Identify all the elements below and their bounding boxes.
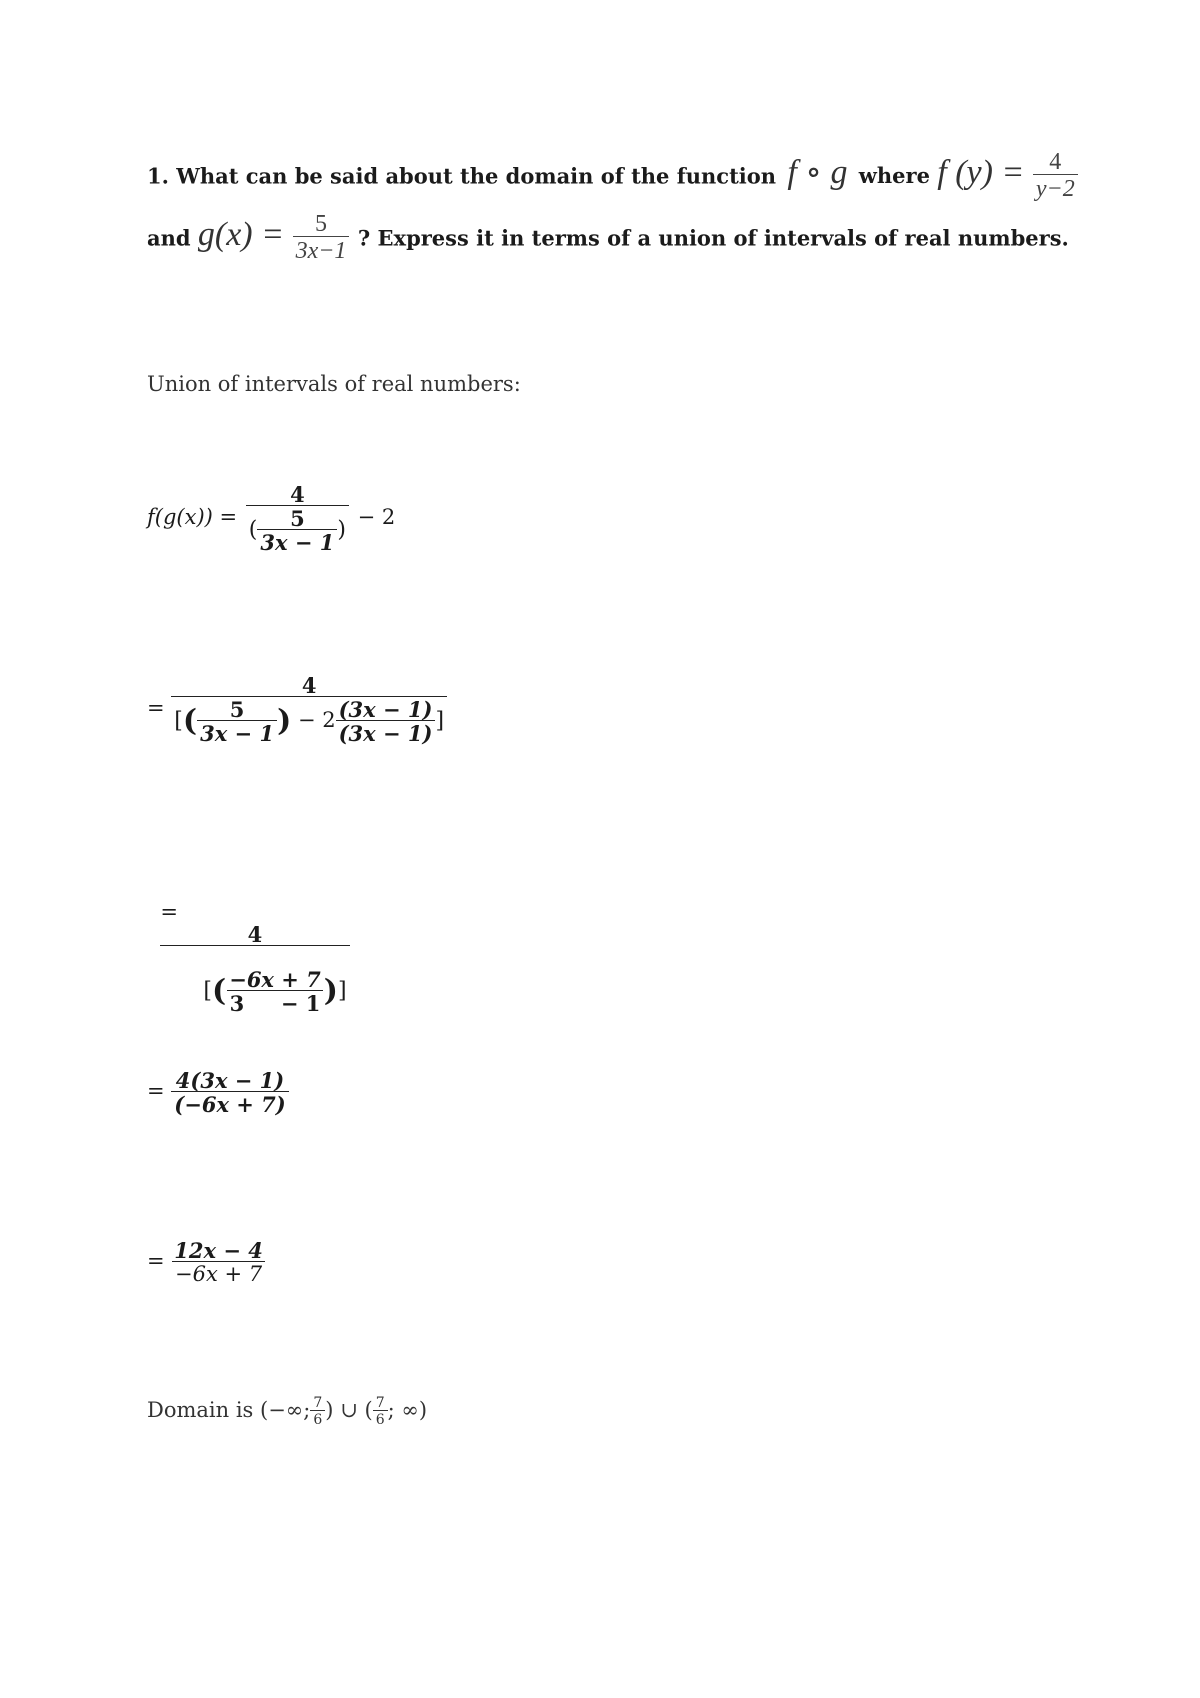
domain-num-1: 7 (313, 1395, 323, 1411)
step3-inner-numerator: −6x + 7 (229, 967, 321, 992)
step-4 (147, 1070, 289, 1115)
step1-tail: − 2 (357, 505, 396, 529)
step3-denominator: [( $\frac{-6x + 7}{3 - 1}$ )] (160, 945, 349, 1035)
step2-numerator: 4 (301, 673, 317, 698)
step-5 (147, 1240, 266, 1285)
step2-a-denominator: 3x − 1 (197, 720, 277, 744)
step1-numerator: 4 (290, 482, 305, 507)
step5-numerator: 12x − 4 (174, 1238, 263, 1263)
g-denominator: 3x−1 (293, 236, 350, 263)
step4-equals: = (147, 1079, 165, 1103)
step2-equals: = (147, 696, 165, 720)
g-fraction (293, 212, 350, 263)
g-definition (197, 211, 358, 264)
step2-a-numerator: 5 (229, 697, 245, 722)
step2-minus: − 2 (297, 708, 336, 732)
step5-denominator: −6x + 7 (172, 1261, 265, 1285)
step2-fraction (171, 675, 447, 744)
step4-fraction (171, 1070, 288, 1115)
step5-equals: = (147, 1249, 165, 1273)
step-1 (147, 484, 395, 553)
step5-fraction (171, 1240, 266, 1285)
step3-fraction (160, 924, 349, 1035)
domain-close-1: ) (325, 1398, 334, 1422)
step2-b-numerator: (3x − 1) (338, 697, 433, 722)
step1-denominator: ( $\frac{5}{3x - 1}$ ) (246, 505, 349, 553)
domain-open-1: (−∞; (260, 1398, 311, 1422)
step1-fraction (246, 484, 349, 553)
f-definition (937, 149, 1077, 202)
domain-den-2: 6 (373, 1410, 388, 1427)
step-3 (147, 876, 350, 1035)
step2-b-denominator: (3x − 1) (336, 720, 436, 744)
question-where: where (858, 163, 930, 189)
question-intro: What can be said about the domain of the function (176, 163, 777, 189)
step1-inner-fraction (257, 508, 337, 553)
step3-equals: = (160, 900, 178, 924)
step2-b-fraction (336, 699, 436, 744)
domain-fraction-1 (310, 1396, 325, 1427)
f-denominator: y−2 (1033, 174, 1078, 201)
step4-numerator: 4(3x − 1) (175, 1068, 285, 1093)
f-fraction (1033, 150, 1078, 201)
step3-inner-denominator: 3 − 1 (227, 990, 324, 1014)
question-number: 1. (147, 163, 169, 189)
step2-a-fraction (197, 699, 277, 744)
domain-open-2: ( (364, 1398, 373, 1422)
question-tail: ? Express it in terms of a union of intervals of real numbers. (357, 225, 1069, 251)
question-and: and (147, 225, 191, 251)
f-lhs: f (y) = (937, 154, 1025, 192)
step3-inner-fraction (226, 969, 324, 1014)
step1-lhs: f(g(x)) = (147, 505, 238, 529)
answer-label: Union of intervals of real numbers: (147, 372, 521, 396)
g-lhs: g(x) = (197, 216, 285, 254)
g-numerator: 5 (314, 211, 327, 237)
composition-formula: f ∘ g (787, 154, 848, 192)
domain-label: Domain is (147, 1398, 254, 1422)
step-2 (147, 675, 447, 744)
step1-inner-numerator: 5 (290, 506, 305, 531)
domain-den-1: 6 (310, 1410, 325, 1427)
step4-denominator: (−6x + 7) (171, 1091, 288, 1115)
step2-denominator: [( $\frac{5}{3x - 1}$ ) − 2 $\frac{(3x - 1)}{(3x - 1)}$ ] (171, 696, 447, 744)
f-numerator: 4 (1049, 149, 1062, 175)
question-line-2 (147, 212, 1069, 263)
step3-numerator: 4 (247, 922, 263, 947)
question-line-1 (147, 150, 1078, 201)
domain-statement (147, 1396, 427, 1427)
domain-num-2: 7 (375, 1395, 385, 1411)
domain-fraction-2 (373, 1396, 388, 1427)
domain-close-2: ; ∞) (387, 1398, 428, 1422)
domain-union: ∪ (340, 1398, 358, 1422)
step1-inner-denominator: 3x − 1 (257, 529, 337, 553)
